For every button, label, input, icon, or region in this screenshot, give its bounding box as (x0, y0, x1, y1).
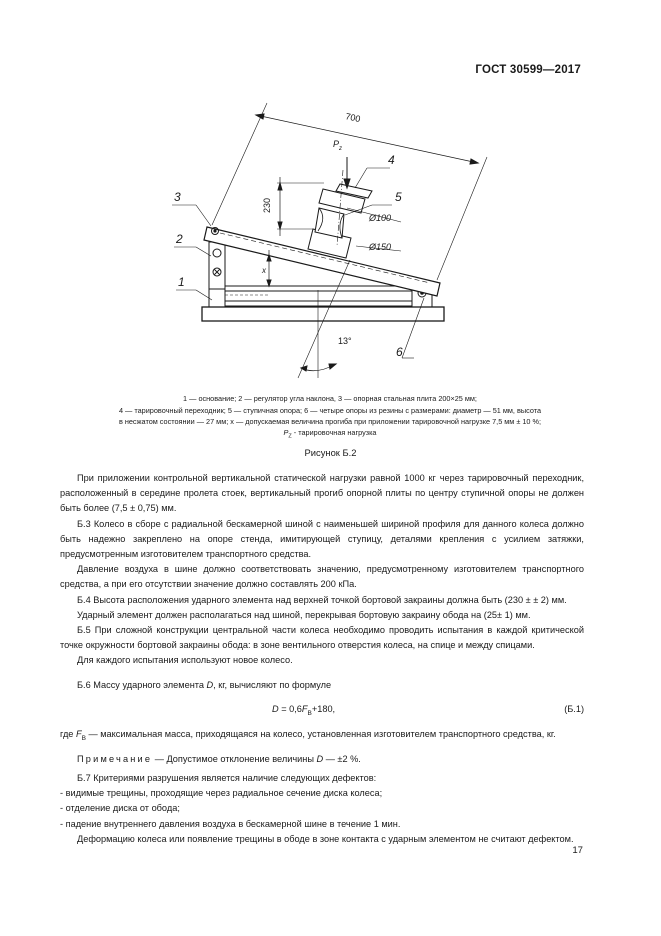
paragraph-load: При приложении контрольной вертикальной статической нагрузки равной 1000 кг через тарировочный переходник, расположенный в середине пролета стоек, вертикальный прогиб опорной плиты по центру ступичной опоры не должен быть более (7,5 ± 0,75) мм. (60, 473, 584, 514)
page-number: 17 (572, 845, 583, 856)
dim-label-700: 700 (344, 111, 362, 125)
test-stand-figure (0, 0, 661, 400)
paragraph-deformation: Деформацию колеса или появление трещины в ободе в зоне контакта с ударным элементом не считают дефектом. (77, 833, 574, 844)
base-plate (202, 307, 444, 321)
adjuster-circle-top (213, 249, 221, 257)
body-text (60, 471, 584, 847)
angle-label: 13° (338, 336, 352, 346)
dimension-700 (256, 115, 478, 163)
dim-label-230: 230 (262, 197, 272, 213)
paragraph-pressure: Давление воздуха в шине должно соответствовать значению, предусмотренному изготовителем транспортного средства, а при его отсутствии значение должно составлять 200 кПа. (60, 564, 584, 590)
dia-label-150: Ø150 (369, 242, 392, 252)
legend-line-1: 1 — основание; 2 — регулятор угла наклона, 3 — опорная стальная плита 200×25 мм; (183, 394, 477, 403)
callout-2: 2 (176, 232, 183, 246)
defect-item-2: - отделение диска от обода; (60, 803, 180, 814)
standard-number: ГОСТ 30599—2017 (475, 64, 581, 76)
paragraph-b6: Б.6 Массу ударного элемента D, кг, вычисляют по формуле (77, 679, 332, 690)
figure-caption: Рисунок Б.2 (304, 447, 357, 458)
callout-1: 1 (178, 275, 185, 289)
force-label: $P_z$ (333, 139, 343, 152)
legend-line-3: в несжатом состоянии — 27 мм; x — допускаемая величина прогиба при приложении тарировочной нагрузке 7,5 мм ± 10 %; (118, 417, 542, 426)
callout-3: 3 (174, 190, 181, 204)
legend-line-4: $P_Z$ - тарировочная нагрузка (283, 428, 377, 440)
formula-explanation: где $F_B$ — максимальная масса, приходящаяся на колесо, установленная изготовителем транспортного средства, кг. (60, 728, 556, 742)
dia-label-100: Ø100 (369, 213, 392, 223)
paragraph-b7: Б.7 Критериями разрушения является наличие следующих дефектов: (77, 773, 377, 784)
callout-4: 4 (388, 153, 395, 167)
paragraph-impact-element: Ударный элемент должен располагаться над шиной, перекрывая бортовую закраину обода на (25± 1) мм. (77, 609, 531, 620)
legend-line-2: 4 — тарировочный переходник; 5 — ступичная опора; 6 — четыре опоры из резины с размерами: диаметр — 51 мм, высота (118, 406, 542, 415)
paragraph-new-wheel: Для каждого испытания используют новое колесо. (77, 655, 293, 666)
formula-b1: $D = 0,6F_B+180$, (Б.1) (272, 703, 584, 717)
equation-number: (Б.1) (564, 703, 584, 714)
left-post (209, 289, 225, 307)
paragraph-b3: Б.3 Колесо в сборе с радиальной бескамерной шиной с наименьшей шириной профиля для данного колеса должно быть надежно закреплено на опоре стенда, имитирующей ступицу, деталями крепления с усилием затяжки, предусмотренным изготовителем транспортного средства. (60, 518, 584, 560)
dim-label-x: x (262, 266, 266, 275)
paragraph-b5: Б.5 При сложной конструкции центральной части колеса необходимо проводить испытания в каждой критической точке окружности бортовой закраины обода: в зоне вентильного отверстия колеса, на спице и между спицами. (60, 625, 584, 651)
paragraph-b4: Б.4 Высота расположения ударного элемента над верхней точкой бортовой закраины должна быть (230 ± ± 2) мм. (77, 594, 567, 605)
defect-item-1: - видимые трещины, проходящие через радиальное сечение диска колеса; (60, 788, 383, 799)
callout-6: 6 (396, 345, 403, 359)
note: Примечание — Допустимое отклонение величины D — ±2 %. (77, 753, 361, 764)
callout-5: 5 (395, 190, 402, 204)
defect-item-3: - падение внутреннего давления воздуха в бескамерной шине в течение 1 мин. (60, 818, 401, 829)
